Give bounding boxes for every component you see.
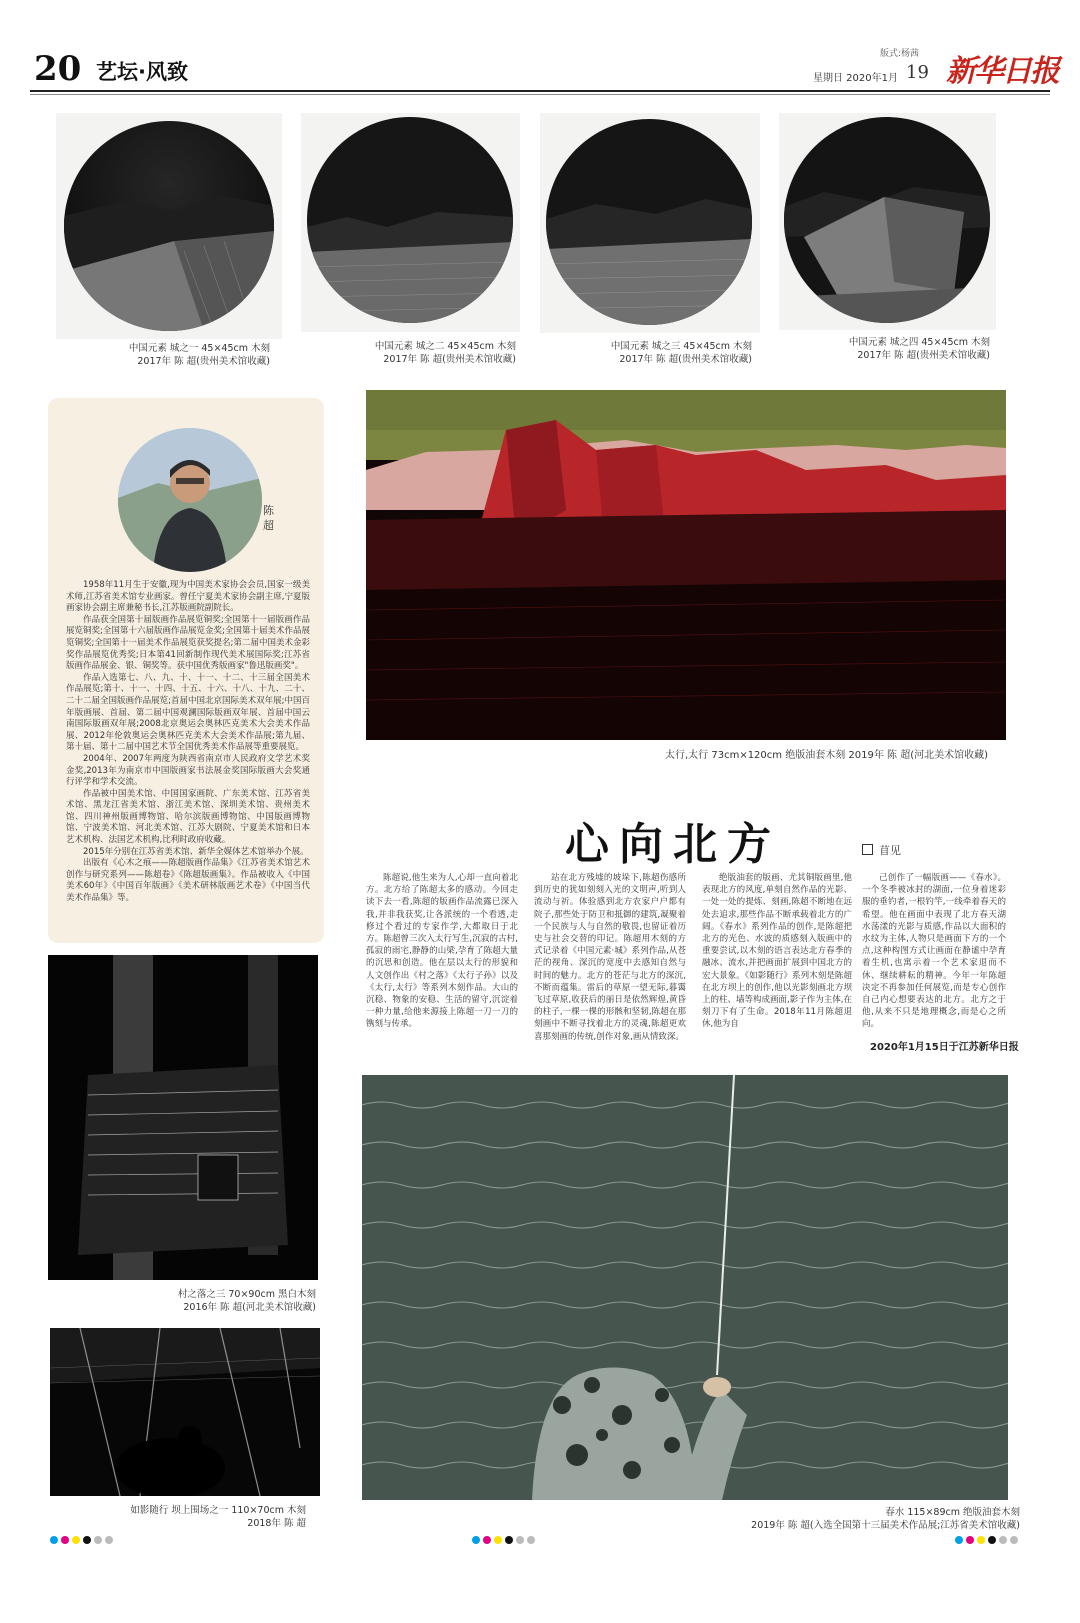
byline-author: 苜见 xyxy=(879,844,901,857)
shadow-print xyxy=(50,1328,320,1496)
round-print-1 xyxy=(56,113,282,339)
village-print-image xyxy=(48,955,318,1280)
header-rule-thin xyxy=(30,94,1050,95)
section-title: 艺坛·风致 xyxy=(96,60,188,84)
article-column-3: 绝版油套的版画、尤其铜版画里,他表现北方的风度,单刻自然作品的光影、一处一处的提炼、刻画,陈超不断地在远处去追求,那些作品不断承载着北方的广阔。《春水》系列作品的创作,是陈超把北方的光色、水波的质感刻入版画中的重要尝试,以木刻的语言表达北方春季的融冰、流水,并把画面扩展到中国北方的宏大景象。《如影随行》系列木刻是陈超在北方坝上的创作,他以光影刻画北方坝上的柱、墙等构成画面,影子作为主体,在刻刀下有了生命。2018年11月陈超退休,他为自 xyxy=(702,873,852,1030)
round-print-3-caption: 中国元素 城之三 45×45cm 木刻 2017年 陈 超(贵州美术馆收藏) xyxy=(610,341,752,365)
article-title: 心向北方 xyxy=(565,819,781,870)
article-column-1: 陈超说,他生来为人,心却一直向着北方。北方给了陈超太多的感动。今回走读下去一看,陈超的版画作品流露已深入我,并非我获奖,让各派统的一个看透,走修过个看过的专家作学,大都取日于北方。陈超曾三次入太行写生,沉寂的古村,孤寂的雨宅,静静的山梁,孕育了陈超大量的沉思和创造。他在层以太行的形貌和人文创作出《村之落》《太行子孙》以及《太行,太行》等系列木刻作品。大山的沉稳、物象的安稳、生活的留守,沉淀着一种力量,给他来源接上陈超一刀一刀的镌刻与传承。 xyxy=(366,873,518,1030)
print-city-1-image xyxy=(64,121,274,331)
round-print-2 xyxy=(301,113,520,332)
round-print-4-caption: 中国元素 城之四 45×45cm 木刻 2017年 陈 超(贵州美术馆收藏) xyxy=(848,337,990,361)
taihang-print xyxy=(366,390,1006,740)
byline-box-icon xyxy=(862,844,873,855)
article-column-4: 己创作了一幅版画——《春水》。一个冬季被冰封的湖面,一位身着迷彩服的垂钓者,一根钓竿,一线牵着春天的希望。他在画面中表现了北方春天湖水荡漾的光影与质感,作品以大面积的水纹为主体,人物只是画面下方的一个点,这种构图方式让画面在静谧中孕育着生机,也寓示着一个艺术家退而不休、继续耕耘的精神。今年一年陈超决定不再参加任何展览,而是专心创作自己内心想要表达的北方。北方之于他,从来不只是地理概念,而是心之所向。 xyxy=(862,873,1006,1030)
masthead-logo: 新华日报 xyxy=(946,54,1058,89)
taihang-print-image xyxy=(366,390,1006,740)
header-rule xyxy=(30,90,1050,92)
spring-water-print xyxy=(362,1075,1008,1500)
round-print-2-caption: 中国元素 城之二 45×45cm 木刻 2017年 陈 超(贵州美术馆收藏) xyxy=(374,341,516,365)
print-city-4-image xyxy=(784,117,990,323)
shadow-print-image xyxy=(50,1328,320,1496)
round-print-4 xyxy=(779,113,996,330)
issue-day: 19 xyxy=(906,62,929,83)
village-print xyxy=(48,955,318,1280)
print-city-2-image xyxy=(307,117,513,323)
spring-water-print-image xyxy=(362,1075,1008,1500)
registration-marks-right xyxy=(955,1536,1018,1544)
artist-photo xyxy=(118,428,262,572)
round-print-3 xyxy=(540,113,760,333)
page-number: 20 xyxy=(34,49,82,89)
article-column-2: 站在北方残墟的坡垛下,陈超伤感所到历史的犹如刻刻入光的文明声,听到人流动与祈。体验感到北方农家户户都有院子,那些处于防卫和抵御的建筑,凝聚着一个民族与人与自然的敬畏,也留证着历史与社会交替的印记。陈超用木刻的方式记录着《中国元素·城》系列作品,从苍茫的视角、深沉的宽度中去感知自然与时间的魅力。北方的苍茫与北方的深沉,不断而蕴集。雷后的草原一望无际,暮霭飞过草原,收获后的丽日是依然辉煌,黄昏的柱子,一棵一棵的形骸和坚韧,陈超在那刻画中不断寻找着北方的灵魂,陈超更欢喜那刻画的传统,创作对象,画从情致深。 xyxy=(534,873,686,1042)
issue-date: 星期日 2020年1月 xyxy=(813,73,898,84)
article-dateline: 2020年1月15日于江苏新华日报 xyxy=(870,1042,1019,1053)
round-print-1-caption: 中国元素 城之一 45×45cm 木刻 2017年 陈 超(贵州美术馆收藏) xyxy=(128,343,270,367)
print-city-3-image xyxy=(546,119,752,325)
shadow-caption: 如影随行 坝上围场之一 110×70cm 木刻 2018年 陈 超 xyxy=(130,1505,306,1529)
artist-name: 陈超 xyxy=(263,504,274,532)
editor-credit: 版式:杨茜 xyxy=(880,49,920,59)
registration-marks-center xyxy=(472,1536,535,1544)
taihang-caption: 太行,太行 73cm×120cm 绝版油套木刻 2019年 陈 超(河北美术馆收藏) xyxy=(665,750,988,761)
village-caption: 村之落之三 70×90cm 黑白木刻 2016年 陈 超(河北美术馆收藏) xyxy=(177,1289,316,1313)
article-byline xyxy=(862,842,901,858)
artist-bio-text: 1958年11月生于安徽,现为中国美术家协会会员,国家一级美术师,江苏省美术馆专业画家。曾任宁夏美术家协会副主席,宁夏版画家协会副主席兼秘书长,江苏版画院副院长。 作品获全国第十届版画作品展览铜奖;全国第十一届版画作品展览铜奖;全国第十六届版画作品展览金奖;全国第十届美术作品展览铜奖;全国第十一届美术作品展览获奖提名;第二届中国美术金彩奖作品展览优秀奖;日本第41回新制作现代美术展国际奖;江苏省版画作品展金、银、铜奖等。获中国优秀版画家"鲁迅版画奖"。 作品入选第七、八、九、十、十一、十二、十三届全国美术作品展览;第十、十一、十四、十五、十六、十八、十九、二十、二十二届全国版画作品展览;首届中国北京国际美术双年展;中国百年版画展、首届、第二届中国观澜国际版画双年展、首届中国云南国际版画双年展;2008北京奥运会奥林匹克美术大会美术作品展、2012年伦敦奥运会奥林匹克美术大会美术作品展;第九届、第十届、第十二届中国艺术节全国优秀美术作品展等重要展览。 2004年、2007年两度为陕西省南京市人民政府文学艺术奖金奖,2013年为南京市中国版画家书法展金奖国际版画大会奖通行评学和学术交流。 作品被中国美术馆、中国国家画院、广东美术馆、江苏省美术馆、黑龙江省美术馆、浙江美术馆、深圳美术馆、贵州美术馆、四川神州版画博物馆、哈尔滨版画博物馆、中国版画博物馆、宁波美术馆、河北美术馆、江苏大剧院、宁夏美术馆和日本艺术机构、法国艺术机构,比利时政府收藏。 2015年分别在江苏省美术馆、新华全媒体艺术馆举办个展。 出版有《心木之痕——陈超版画作品集》《江苏省美术馆艺术创作与研究系列——陈超卷》《陈超版画集》。作品被收入《中国美术60年》《中国百年版画》《美术研林版画艺术卷》《中国当代美术作品集》等。 xyxy=(66,580,310,904)
spring-water-caption: 春水 115×89cm 绝版油套木刻 2019年 陈 超(入选全国第十三届美术作品展;江苏省美术馆收藏) xyxy=(751,1507,1020,1531)
registration-marks-left xyxy=(50,1536,113,1544)
